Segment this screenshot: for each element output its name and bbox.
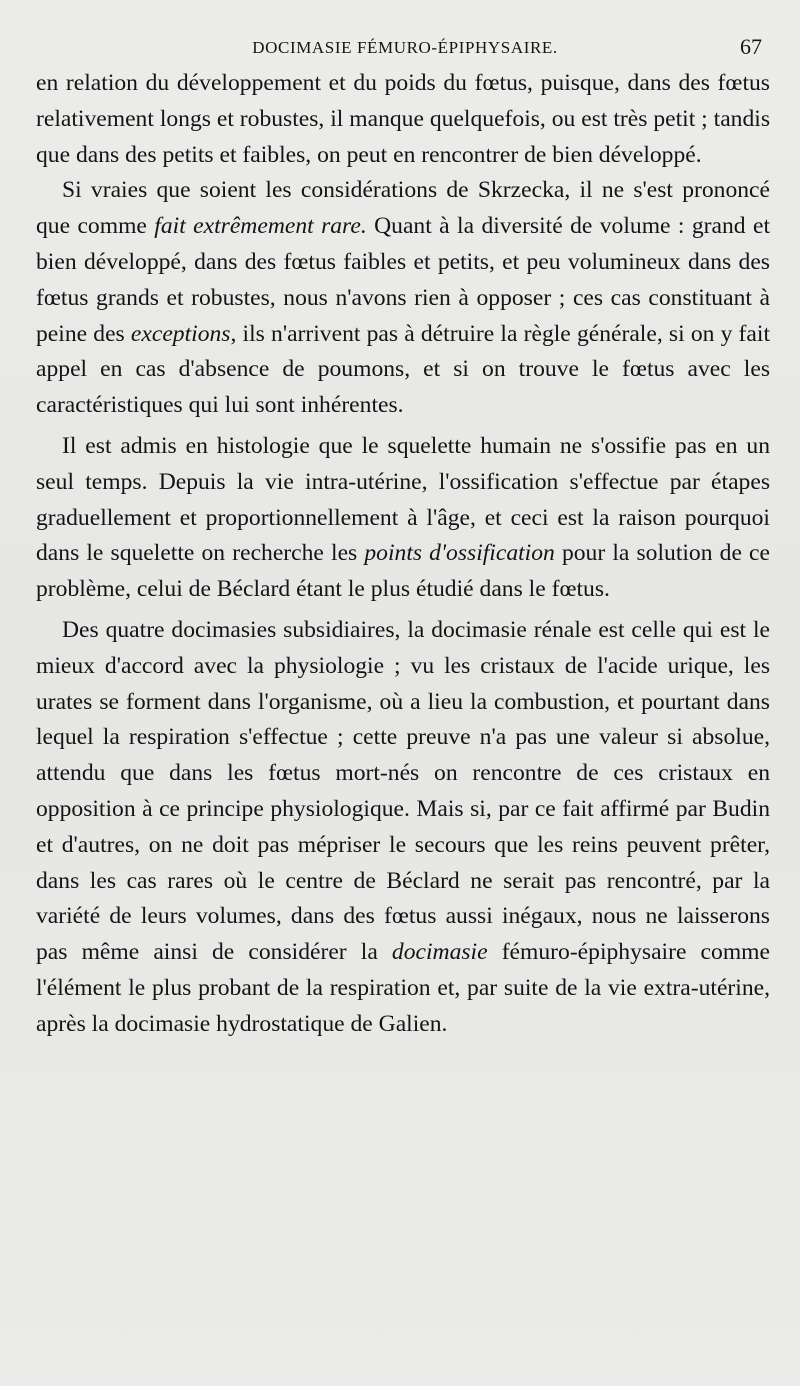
italic-segment: exceptions <box>130 320 231 347</box>
text-segment: pour la solution de ce problème, celui de Béclard étant le plus étudié dans le fœtus. <box>36 540 770 603</box>
text-segment: Quant à la diversité de volume : grand et bien développé, dans des fœtus faibles et petits, et peu volumineux dans des fœtus grands et robustes, nous n'avons rien à opposer ; ces cas constituant à peine des <box>36 213 770 347</box>
italic-segment: fait extrêmement rare. <box>154 213 367 240</box>
paragraph-2 <box>36 173 770 424</box>
text-segment: Il est admis en histologie que le squelette humain ne s'ossifie pas en un seul temps. Depuis la vie intra-utérine, l'ossification s'effectue par étapes graduellement et proportionnellement à l'âge, et ceci est la raison pourquoi dans le squelette on recherche les <box>36 432 770 567</box>
text-segment: fémuro-épiphysaire comme l'élément le plus probant de la respiration et, par suite de la vie extra-utérine, après la docimasie hydrostatique de Galien. <box>36 939 770 1037</box>
italic-segment: points d'ossification <box>364 540 555 567</box>
text-segment: en relation du développement et du poids du fœtus, puisque, dans des fœtus relativement longs et robustes, il manque quelquefois, ou est très petit ; tandis que dans des petits et faibles, on peut en rencontrer de bien développé. <box>36 70 770 168</box>
text-segment: , ils n'arrivent pas à détruire la règle générale, si on y fait appel en cas d'absence de poumons, et si on trouve le fœtus avec les caractéristiques qui lui sont inhérentes. <box>36 320 770 419</box>
paragraph-1 <box>36 66 770 173</box>
page-number: 67 <box>740 34 762 59</box>
body-text <box>36 66 770 1043</box>
italic-segment: docimasie <box>391 939 488 966</box>
header-title: DOCIMASIE FÉMURO-ÉPIPHYSAIRE. <box>252 38 558 57</box>
paragraph-3 <box>36 429 770 608</box>
paragraph-4 <box>36 613 770 1043</box>
text-segment: Si vraies que soient les considérations de Skrzecka, il ne s'est prononcé que comme <box>36 177 770 240</box>
running-header <box>40 34 770 64</box>
text-segment: Des quatre docimasies subsidiaires, la docimasie rénale est celle qui est le mieux d'accord avec la physiologie ; vu les cristaux de l'acide urique, les urates se forment dans l'organisme, où a lieu la combustion, et pourtant dans lequel la respiration s'effectue ; cette preuve n'a pas une valeur si absolue, attendu que dans les fœtus mort-nés on rencontre de ces cristaux en opposition à ce principe physiologique. Mais si, par ce fait affirmé par Budin et d'autres, on ne doit pas mépriser le secours que les reins peuvent prêter, dans les cas rares où le centre de Béclard ne serait pas rencontré, par la variété de leurs volumes, dans des fœtus aussi inégaux, nous ne laisserons pas même ainsi de considérer la <box>36 616 770 966</box>
